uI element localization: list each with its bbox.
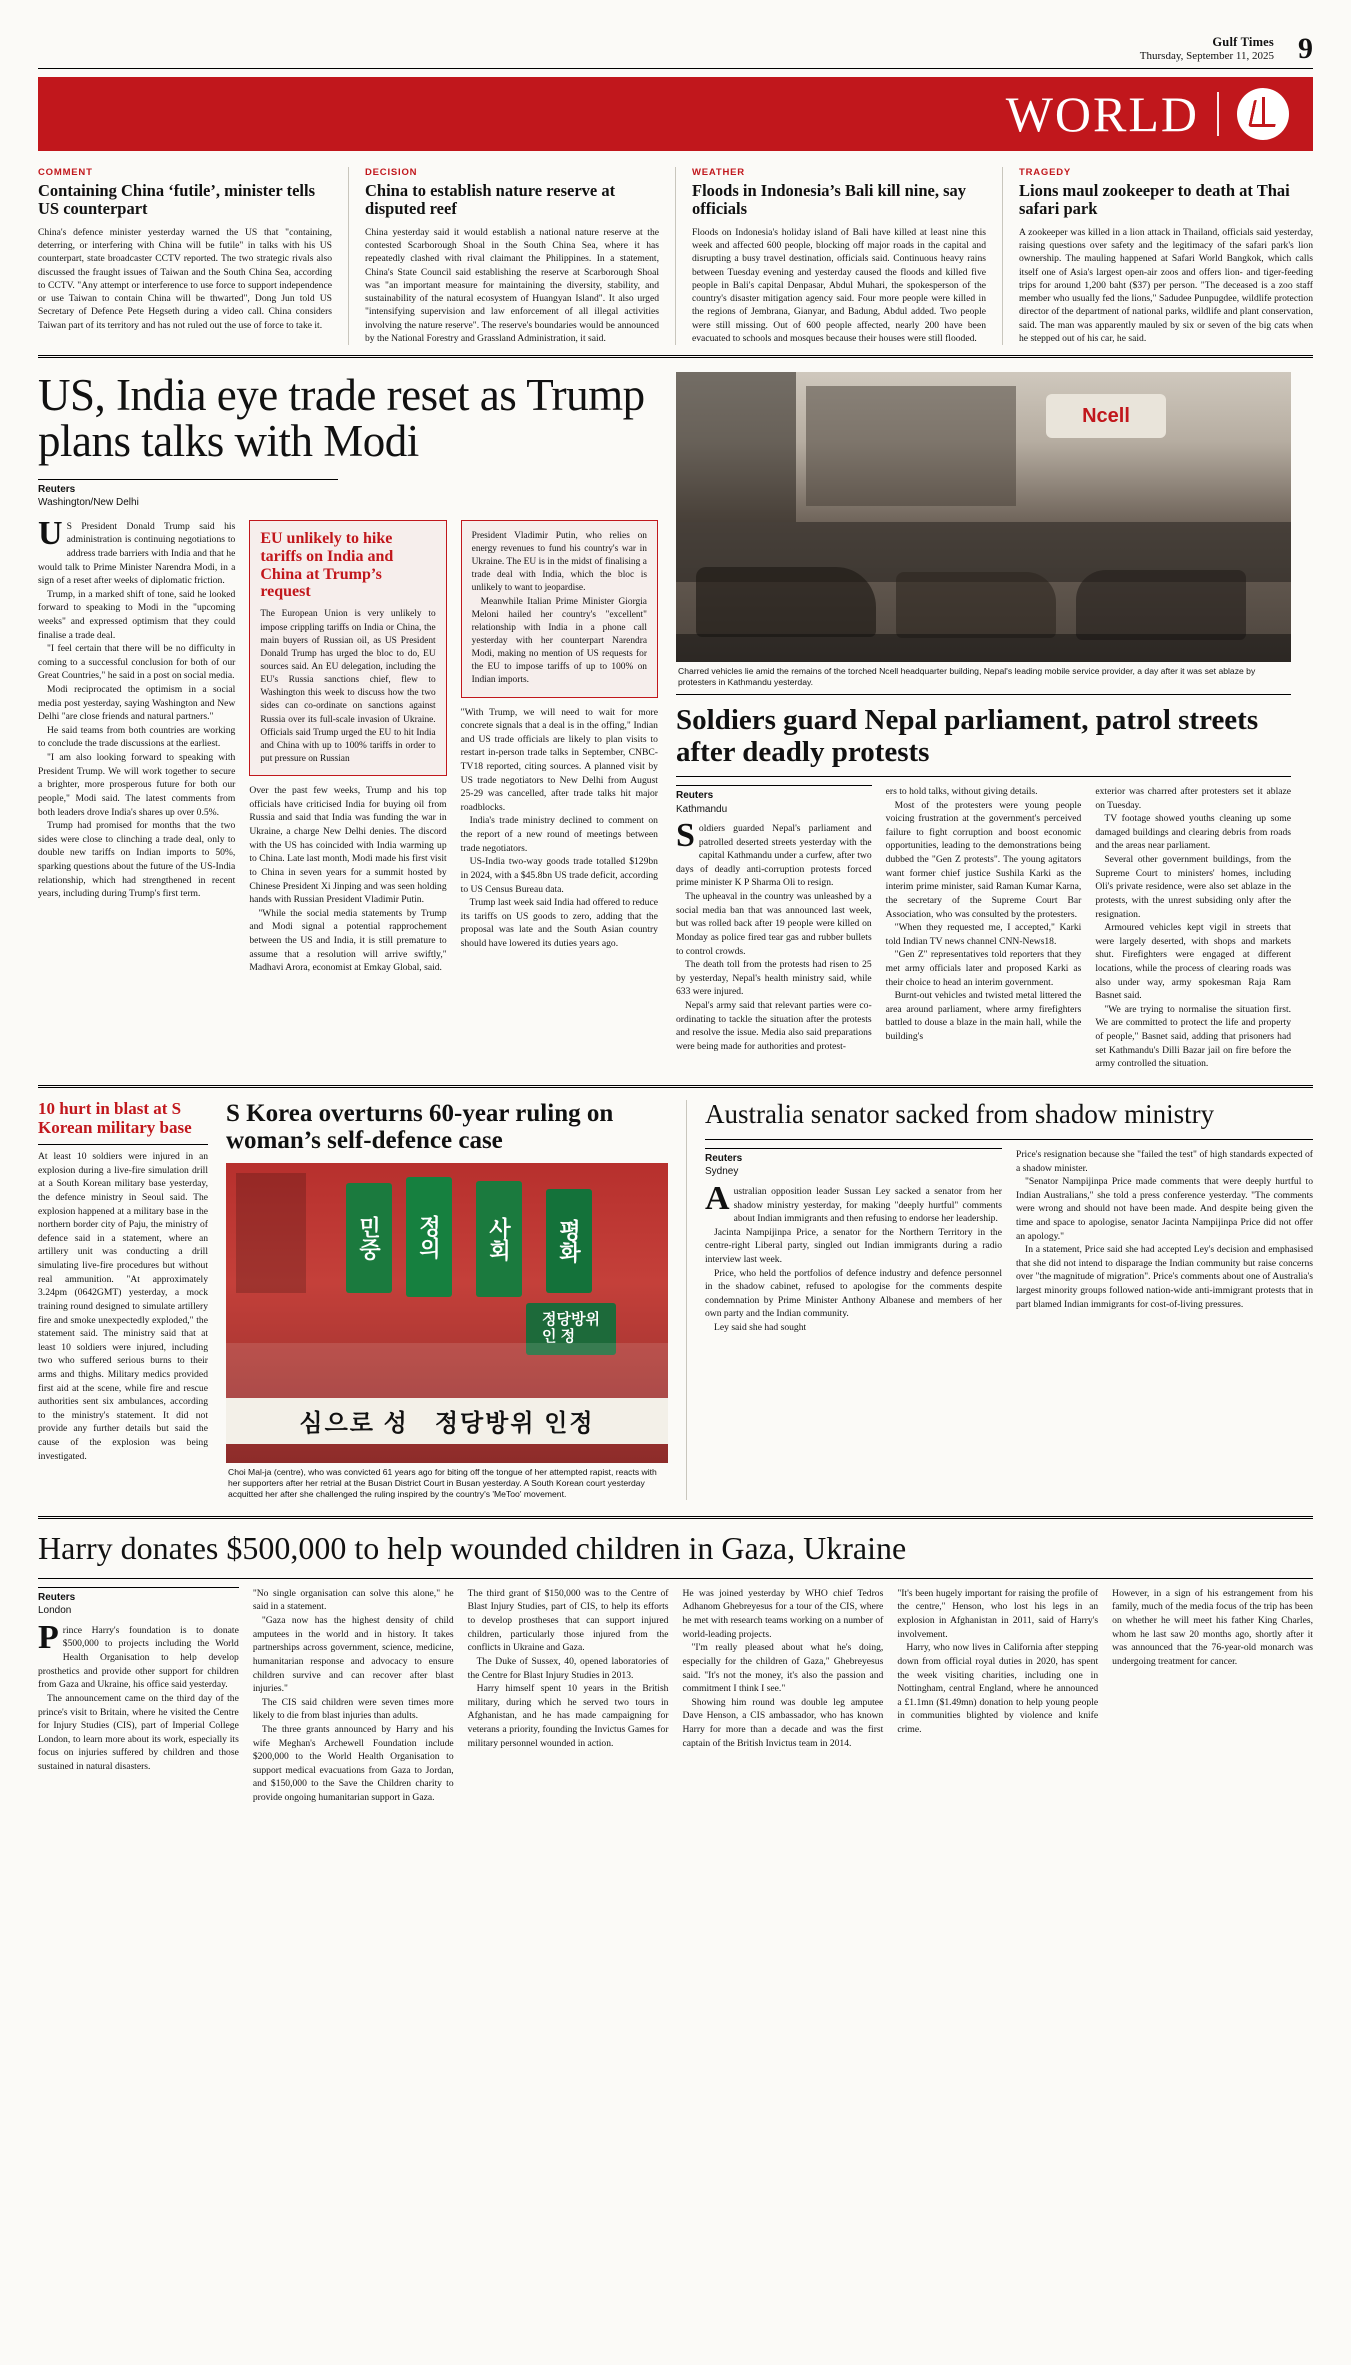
australia-paragraph: Ley said she had sought (714, 1322, 807, 1334)
nepal-paragraph: The upheaval in the country was unleashed by a social media ban that was announced last week, but was rolled back after 19 people were killed on Monday as police fired tear gas and rubber bullets to control crowds. (676, 891, 872, 957)
nepal-photo: Ncell (676, 372, 1291, 662)
lead-headline: US, India eye trade reset as Trump plans talks with Modi (38, 370, 645, 467)
australia-paragraph: Australian opposition leader Sussan Ley sacked a senator from her shadow ministry yesterday, for making "deeply hurtful" comments about Indian immigrants and then refusing to endorse her leadership. (705, 1179, 1002, 1225)
korea-ruling-headline: S Korea overturns 60-year ruling on woman’s self-defence case (226, 1099, 614, 1155)
masthead-meta (1140, 35, 1274, 64)
harry-byline (38, 1587, 239, 1618)
harry-paragraph: Showing him round was double leg amputee Dave Henson, a CIS ambassador, who has known Harry for more than a decade and was the first captain of the British Invictus team in 2014. (682, 1696, 884, 1749)
lead-paragraph: He said teams from both countries are working to conclude the trade discussions at the earliest. (38, 724, 236, 750)
brief-headline: Lions maul zookeeper to death at Thai safari park (1019, 181, 1290, 219)
harry-column (38, 1587, 239, 1805)
harry-paragraph: "Gaza now has the highest density of child amputees in the world and in history. It takes partnerships across government, science, medicine, humanitarian response and advocacy to ensure children survive and can recover after blast injuries." (252, 1615, 454, 1695)
nepal-dateline: Kathmandu (676, 803, 728, 815)
korea-ruling-caption: Choi Mal-ja (centre), who was convicted 61 years ago for biting off the tongue of her attempted rapist, reacts with her supporters after her retrial at the Busan District Court in Busan yesterday. A South Korean court yesterday acquitted her after she challenged the ruling inspired by the country's 'MeToo' movement. (228, 1466, 657, 1500)
nepal-photo-caption: Charred vehicles lie amid the remains of the torched Ncell headquarter building, Nepal's leading mobile service provider, a day after it was set ablaze by protesters in Kathmandu yesterday. (678, 666, 1256, 688)
harry-story (38, 1516, 1313, 1804)
lead-paragraph: "With Trump, we will need to wait for more concrete signals that a deal is in the offing," Indian and US trade officials are likely to plan visits to restart in-person trade talks in September, CNBC-TV18 reported, citing sources. A planned visit by US trade negotiators to New Delhi from August 25-29 was cancelled, after trade talks hit major roadblocks. (460, 706, 658, 813)
lead-paragraph: US-India two-way goods trade totalled $129bn in 2024, with a $45.8bn US trade deficit, according to US Census Bureau data. (460, 856, 658, 895)
mid-section (38, 1085, 1313, 1501)
brief-body: Floods on Indonesia's holiday island of Bali have killed at least nine this week and affected 600 people, blocking off major roads in the capital and disrupting a busy travel destination, officials said. Continuous heavy rains between Tuesday evening and yesterday caused the floods and killed five people in Bali's capital Denpasar, Abdul Muhari, the spokesperson of the country's disaster mitigation agency said. Four more people were killed in the regions of Jembrana, Gianyar, and Badung, Abdul added. Two people were still missing. Out of 600 people affected, nearly 200 have been evacuated to schools and mosques because their houses were still flooded. (692, 226, 986, 344)
harry-paragraph: The CIS said children were seven times more likely to die from blast injuries than adults. (252, 1696, 454, 1722)
publication-title: Gulf Times (1212, 34, 1274, 49)
brief-item (349, 167, 676, 345)
australia-headline: Australia senator sacked from shadow ministry (705, 1098, 1215, 1129)
korea-ruling-story (226, 1100, 668, 1501)
harry-agency: Reuters (38, 1591, 76, 1603)
publication-date: Thursday, September 11, 2025 (1139, 50, 1274, 63)
nepal-paragraph: ers to hold talks, without giving details. (885, 786, 1038, 798)
column-divider (686, 1100, 687, 1501)
nepal-paragraph: Soldiers guarded Nepal's parliament and patrolled deserted streets yesterday with the capital Kathmandu under a curfew, after two days of deadly anti-corruption protests forced prime minister K P Sharma Oli to resign. (676, 817, 872, 889)
nepal-column (1095, 785, 1291, 1071)
nepal-column (676, 785, 872, 1071)
australia-paragraph: Price's resignation because she "failed the test" of high standards expected of a shadow minister. (1016, 1148, 1313, 1174)
harry-dateline: London (38, 1605, 72, 1617)
harry-paragraph: The announcement came on the third day of the prince's visit to Britain, where he visited the Centre for Injury Studies (CIS), part of Imperial College London, to learn more about its work, especially its focus on injuries suffered by children and those sustained in natural disasters. (38, 1692, 239, 1772)
harry-column (468, 1587, 669, 1805)
nepal-paragraph: Nepal's army said that relevant parties were co-ordinating to tackle the situation after the protests and resolve the issue. Media also said preparations were being made for authorities and protest- (676, 999, 872, 1052)
band-divider (1217, 92, 1219, 136)
lead-paragraph: "I am also looking forward to speaking with President Trump. We will work together to secure a brighter, more prosperous future for both our people," Modi said. The latest comments from both leaders drove India's shares up over 0.5%. (38, 752, 236, 818)
australia-dateline: Sydney (705, 1166, 739, 1178)
nepal-paragraph: "We are trying to normalise the situation first. We are committed to protect the life and property of people," Basnet said, adding that prisoners had set Kathmandu's Dilli Bazar jail on fire before the army controlled the situation. (1095, 1003, 1292, 1070)
australia-byline (705, 1148, 1002, 1179)
harry-paragraph: Harry himself spent 10 years in the British military, during which he served two tours in Afghanistan, and he has made campaigning for veterans a priority, founding the Invictus Games for military personnel wounded in action. (467, 1683, 669, 1749)
korea-blast-story (38, 1100, 208, 1501)
australia-paragraph: Price, who held the portfolios of defence industry and defence personnel in the shadow cabinet, refused to apologise for the comments despite condemnation by Prime Minister Anthony Albanese and members of her own party and the Indian community. (705, 1267, 1002, 1320)
box-paragraph: The European Union is very unlikely to impose crippling tariffs on India or China, the main buyers of Russian oil, as US President Donald Trump has urged the bloc to do, EU sources said. An EU delegation, including the EU's Russia sanctions chief, flew to Washington this week to discuss how the two sides can co-ordinate on sanctions against Russia over its full-scale invasion of Ukraine. Officials said Trump urged the EU to hit India and China with up to 100% tariffs in order to put pressure on Russian (260, 609, 436, 765)
brief-kicker: COMMENT (38, 167, 93, 178)
nepal-byline (676, 785, 872, 816)
australia-story (705, 1100, 1313, 1501)
nepal-headline: Soldiers guard Nepal parliament, patrol streets after deadly protests (676, 704, 1259, 768)
brief-kicker: TRAGEDY (1019, 167, 1072, 178)
box-paragraph: Meanwhile Italian Prime Minister Giorgia Meloni hailed her country's "excellent" relationship with India in a phone call yesterday with her counterpart Narendra Modi, making no mention of US requests for the EU to impose tariffs of up to 100% on Indian imports. (471, 596, 647, 686)
brief-body: China's defence minister yesterday warned the US that "containing, deterring, or interfering with China will be futile" in talks with his US counterpart, state broadcaster CCTV reported. The two strategic rivals also discussed the fraught issues of Taiwan and the South China Sea, according to CCTV. "Any attempt or interference to use force to support independence or use Taiwan to contain China will be thwarted", Dong Jun told US Secretary of Defence Pete Hegseth during a video call. China considers Taiwan part of its territory and has not ruled out the use of force to take it. (38, 226, 332, 331)
korea-ruling-photo: 민중 정의 사회 평화 정당방위 인 정 심으로 성 정당방위 인정 (226, 1163, 668, 1463)
nepal-paragraph: Armoured vehicles kept vigil in streets that were largely deserted, with shops and markets shut. Firefighters were engaged at different locations, while the process of clearing roads was also under way, army spokesman Raja Ram Basnet said. (1095, 922, 1292, 1002)
brief-headline: China to establish nature reserve at disputed reef (365, 181, 616, 219)
lead-paragraph: Trump had promised for months that the two sides were close to clinching a trade deal, only to double new tariffs on Indian imports to 50%, sparking questions about the future of the US-India relationship, which had strengthened in recent years, including during Trump's first term. (38, 820, 236, 900)
nepal-paragraph: exterior was charred after protesters set it ablaze on Tuesday. (1095, 786, 1292, 811)
harry-paragraph: "No single organisation can solve this alone," he said in a statement. (252, 1587, 454, 1613)
lead-left-column (38, 372, 658, 1071)
section-band (38, 77, 1313, 151)
australia-paragraph: Jacinta Nampijinpa Price, a senator for the Northern Territory in the centre-right Liberal party, singled out Indian immigrants during a radio interview last week. (705, 1226, 1002, 1266)
harry-column (897, 1587, 1098, 1805)
section-title: WORLD (1005, 86, 1199, 142)
australia-paragraph: "Senator Nampijinpa Price made comments that were deeply hurtful to Indian Australians," she told a press conference yesterday. "The comments were wrong and should not have been made. And despite being given the time and space to apologise, senator Jacinta Nampijinpa Price did not offer an apology." (1016, 1176, 1313, 1242)
lead-paragraph: US President Donald Trump said his administration is continuing negotiations to address trade barriers with India and that he would talk to Prime Minister Narendra Modi, in a sign of a reset after weeks of diplomatic friction. (38, 514, 236, 587)
nepal-paragraph: The death toll from the protests had risen to 25 by yesterday, Nepal's health ministry said, while 633 were injured. (676, 959, 872, 998)
lead-paragraph: "I feel certain that there will be no difficulty in coming to a successful conclusion for both of our Great Countries," he said in a post on social media. (38, 643, 236, 682)
australia-paragraph: In a statement, Price said she had accepted Ley's decision and emphasised that she did not intend to disparage the Indian community but raise concerns over "the magnitude of migration". Price's comments about one of Australia's largest minority groups followed nation-wide anti-immigrant protests that in part blamed Indian immigrants for cost-of-living pressures. (1016, 1244, 1313, 1310)
nepal-paragraph: TV footage showed youths cleaning up some damaged buildings and clearing debris from roads and the areas near parliament. (1095, 813, 1292, 852)
lead-right-column (676, 372, 1291, 1071)
dhow-boat-icon (1237, 88, 1289, 140)
lead-paragraph: Trump, in a marked shift of tone, said he looked forward to speaking to Modi in the "upcoming weeks" and expressed optimism that they could finalise a trade deal. (38, 588, 236, 641)
brief-strip (38, 167, 1313, 358)
lead-story (38, 372, 1313, 1071)
lead-sidebar-box-cont (461, 520, 658, 698)
brief-headline: Containing China ‘futile’, minister tells US counterpart (38, 181, 315, 219)
brief-kicker: DECISION (365, 167, 418, 178)
nepal-column (886, 785, 1082, 1071)
harry-paragraph: "I'm really pleased about what he's doing, especially for the children of Gaza," Ghebreyesus said. "It's not the money, it's also the passion and commitment I think I see." (682, 1642, 884, 1695)
brief-item (1003, 167, 1313, 345)
brief-body: A zookeeper was killed in a lion attack in Thailand, officials said yesterday, raising questions over safety and the legitimacy of the safari park's lion ownership. The mauling happened at Safari World Bangkok, which calls itself one of Asia's largest open-air zoos and offers lion- and tiger-feeding trips for around 1,200 baht ($37) per person. "The deceased is a zoo staff member who usually fed the lions," Sadudee Punpugdee, wildlife protection director of the department of national parks, wildlife and plant conservation, said. The man was apparently mauled by six or seven of the big cats when he stepped out of his car, he said. (1019, 226, 1313, 344)
lead-paragraph: India's trade ministry declined to comment on the report of a new round of meetings between trade negotiators. (460, 815, 658, 854)
harry-column (682, 1587, 883, 1805)
harry-paragraph: The third grant of $150,000 was to the Centre of Blast Injury Studies, part of CIS, to help its efforts to develop prostheses that can support injured children, particularly those injured from the conflicts in Ukraine and Gaza. (467, 1587, 669, 1654)
box-headline: EU unlikely to hike tariffs on India and China at Trump’s request (260, 529, 394, 601)
lead-text-column (38, 514, 236, 975)
lead-paragraph: Modi reciprocated the optimism in a social media post yesterday, saying Washington and New Delhi "are close friends and natural partners." (38, 684, 236, 723)
harry-paragraph: Harry, who now lives in California after stepping down from official royal duties in 2020, has spent the week visiting charities, including one in Nottingham, central England, where he announced a £1.1mn ($1.49mn) donation to help young people in communities blighted by violence and knife crime. (897, 1642, 1099, 1735)
brief-body: China yesterday said it would establish a national nature reserve at the contested Scarborough Shoal in the South China Sea, where it has repeatedly clashed with rival claimant the Philippines. In a statement, China's State Council said establishing the reserve at Scarborough Shoal was "an important measure for maintaining the diversity, stability, and sustainability of the natural ecosystem of Huangyan Island". It also urged "intensifying supervision and law enforcement of all illegal activities involving the nature reserve". The reserve's boundaries would be announced by the National Forestry and Grassland Administration, it said. (365, 226, 659, 344)
harry-column (253, 1587, 454, 1805)
harry-column (1112, 1587, 1313, 1805)
harry-paragraph: "It's been hugely important for raising the profile of the centre," Henson, who lost his legs in an explosion in Afghanistan in 2011, said of Harry's involvement. (897, 1587, 1099, 1640)
australia-agency: Reuters (705, 1152, 743, 1164)
korea-blast-body: At least 10 soldiers were injured in an explosion during a live-fire simulation drill at a South Korean military base yesterday, the defence ministry in Seoul said. The explosion happened at a military base in the northern border city of Paju, the ministry of defence said in a statement, where an artillery unit was conducting a drill simulating live-fire procedures but without real ammunition. "At approximately 3.24pm (0642GMT) yesterday, a mock training round designed to simulate artillery fire and smoke unexpectedly exploded," the statement said. The ministry said that at least 10 soldiers were injured, including two who suffered serious burns to their arms and thighs. Military medics provided first aid at the scene, while fire and rescue authorities sent six ambulances, according to the ministry's statement. It did not provide any further details but said the cause of the explosion was being investigated. (38, 1151, 208, 1462)
brief-headline: Floods in Indonesia’s Bali kill nine, say officials (692, 181, 967, 219)
harry-headline: Harry donates $500,000 to help wounded children in Gaza, Ukraine (38, 1530, 907, 1567)
nepal-paragraph: Most of the protesters were young people voicing frustration at the government's perceived failure to fight corruption and boost economic opportunities, leading to the demonstrations being dubbed the "Gen Z protests". The young agitators want former chief justice Sushila Karki as the interim prime minister, said Raman Kumar Karna, the secretary of the Supreme Court Bar Association, who was consulted by the protesters. (885, 799, 1082, 920)
lead-paragraph: Over the past few weeks, Trump and his top officials have criticised India for buying oil from Russia and said that India was funding the war in Ukraine, a charge New Delhi denies. The discord with the US has coincided with India warming up to China. Late last month, Modi made his first visit to China in seven years for a summit hosted by Chinese President Xi Jinping and was seen holding hands with Russian President Vladimir Putin. (249, 785, 447, 906)
nepal-agency: Reuters (676, 790, 714, 802)
korea-blast-headline: 10 hurt in blast at S Korean military base (38, 1098, 192, 1137)
lead-dateline: Washington/New Delhi (38, 497, 139, 509)
lead-paragraph: "While the social media statements by Trump and Modi signal a potential rapprochement between the US and India, it is still premature to assume that a resolution will arrive swiftly," Madhavi Arora, economist at Emkay Global, said. (249, 907, 447, 974)
page-number: 9 (1298, 32, 1313, 65)
lead-sidebar-box (249, 520, 446, 777)
lead-paragraph: Trump last week said India had offered to reduce its tariffs on US goods to zero, adding that the proposal was late and the South Asian country should have lowered its duties years ago. (460, 897, 658, 949)
harry-paragraph: He was joined yesterday by WHO chief Tedros Adhanom Ghebreyesus for a tour of the CIS, where he met with research teams working on a number of world-leading projects. (682, 1587, 884, 1640)
nepal-paragraph: "When they requested me, I accepted," Karki told Indian TV news channel CNN-News18. (885, 922, 1082, 947)
harry-paragraph: Prince Harry's foundation is to donate $500,000 to projects including the World Health Organisation to help develop prosthetics and provide other support for children from Gaza and Ukraine, his office said yesterday. (38, 1618, 239, 1691)
lead-text-column (461, 520, 658, 975)
harry-paragraph: However, in a sign of his estrangement from his family, much of the media focus of the trip has been on whether he will meet his father King Charles, whom he last saw 20 months ago, shortly after it was announced that the 76-year-old monarch was undergoing treatment for cancer. (1112, 1587, 1313, 1667)
nepal-paragraph: Burnt-out vehicles and twisted metal littered the area around parliament, where army firefighters battled to douse a blaze in the main hall, while the building's (885, 990, 1082, 1042)
masthead (38, 0, 1313, 64)
australia-column (705, 1148, 1002, 1335)
brief-item (676, 167, 1003, 345)
lead-byline (38, 479, 338, 510)
nepal-paragraph: Several other government buildings, from the Supreme Court to ministers' homes, including Oli's private residence, were also set ablaze in the protests, with the unrest subsiding only after the resignation. (1095, 854, 1292, 920)
harry-paragraph: The three grants announced by Harry and his wife Meghan's Archewell Foundation include $200,000 to the World Health Organisation to support medical evacuations from Gaza to Jordan, and $150,000 to the Save the Children charity to provide ongoing humanitarian support in Gaza. (252, 1723, 454, 1804)
box-paragraph: President Vladimir Putin, who relies on energy revenues to fund his country's war in Ukraine. The EU is in the midst of finalising a trade deal with India, which the bloc is unlikely to want to jeopardise. (471, 530, 647, 594)
australia-column (1016, 1148, 1313, 1335)
nepal-paragraph: "Gen Z" representatives told reporters that they met army officials later and proposed Karki as their choice to head an interim government. (885, 949, 1082, 988)
lead-agency: Reuters (38, 483, 76, 495)
lead-text-column (249, 520, 446, 975)
brief-kicker: WEATHER (692, 167, 745, 178)
masthead-rule (38, 68, 1313, 69)
harry-paragraph: The Duke of Sussex, 40, opened laboratories of the Centre for Blast Injury Studies in 2013. (467, 1655, 669, 1681)
brief-item (38, 167, 349, 345)
